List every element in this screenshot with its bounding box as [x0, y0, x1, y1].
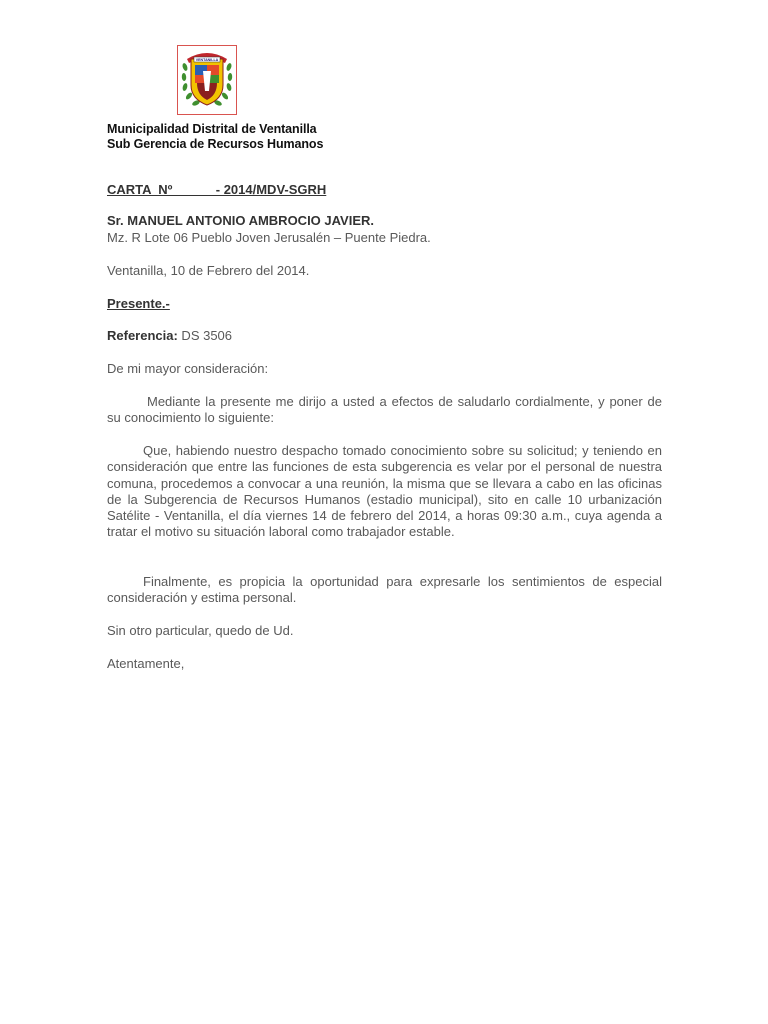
- logo-banner-text: VENTANILLA: [195, 58, 219, 62]
- letter-date: Ventanilla, 10 de Febrero del 2014.: [107, 263, 310, 278]
- department-name: Sub Gerencia de Recursos Humanos: [107, 137, 324, 151]
- paragraph-intro: [107, 394, 662, 427]
- paragraph-intro-text: Mediante la presente me dirijo a usted a efectos de saludarlo cordialmente, y poner de su conocimiento lo siguiente:: [107, 394, 662, 426]
- paragraph-closing: [107, 574, 662, 607]
- sign-off: Atentamente,: [107, 656, 185, 671]
- letter-number: CARTA Nº - 2014/MDV-SGRH: [107, 182, 327, 197]
- paragraph-body-text: Que, habiendo nuestro despacho tomado conocimiento sobre su solicitud; y teniendo en consideración que entre las funciones de esta subgerencia es velar por el personal de nuestra comuna, procedemos a convocar a una reunión, la misma que se llevara a cabo en las oficinas de la Subgerencia de Recursos Humanos (estadio municipal), sito en calle 10 urbanización Satélite - Ventanilla, el día viernes 14 de febrero del 2014, a horas 09:30 a.m., cuya agenda a tratar el motivo su situación laboral como trabajador estable.: [107, 443, 662, 540]
- reference-value: DS 3506: [177, 328, 233, 343]
- reference-line: [107, 328, 662, 344]
- paragraph-closing-text: Finalmente, es propicia la oportunidad para expresarle los sentimientos de especial consideración y estima personal.: [107, 574, 662, 606]
- greeting: De mi mayor consideración:: [107, 361, 269, 376]
- organization-header: [107, 122, 323, 152]
- organization-name: Municipalidad Distrital de Ventanilla: [107, 122, 317, 136]
- closing-line: Sin otro particular, quedo de Ud.: [107, 623, 294, 638]
- recipient-name: Sr. MANUEL ANTONIO AMBROCIO JAVIER.: [107, 213, 375, 228]
- paragraph-body: [107, 443, 662, 541]
- municipal-crest-logo: [177, 45, 237, 115]
- reference-label: Referencia:: [107, 328, 178, 343]
- presente-heading: Presente.-: [107, 296, 170, 311]
- recipient-address: Mz. R Lote 06 Pueblo Joven Jerusalén – Puente Piedra.: [107, 230, 431, 245]
